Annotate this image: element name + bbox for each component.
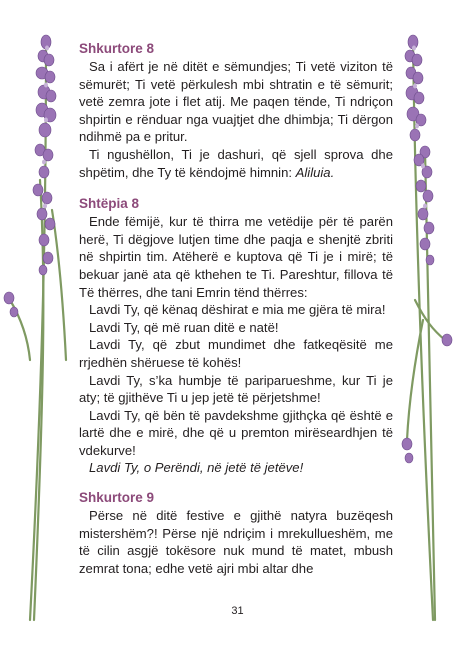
italic-refrain: Aliluia.	[295, 164, 335, 180]
paragraph-with-italic-ending	[79, 146, 393, 181]
section-heading-shkurtore-8: Shkurtore 8	[79, 41, 155, 56]
italic-refrain: Lavdi Ty, o Perëndi, në jetë të jetëve!	[89, 460, 304, 476]
lavender-sprig-right-illustration	[385, 0, 475, 650]
paragraph: Ende fëmijë, kur të thirra me vetëdije për të parën herë, Ti dëgjove lutjen time dhe paqja e shenjtë zbriti në shpirtin tim. Atëherë e kuptova që Ti je i mirë; të bekuar janë ata që kthehen te Ti. Pareshtur, fillova të Të thërres, dhe tani Emrin tënd thërres:	[79, 214, 393, 300]
praise-line: Lavdi Ty, që kënaq dëshirat e mia me gjëra të mira!	[89, 302, 386, 318]
page-number: 31	[231, 605, 244, 617]
paragraph-text: Ti ngushëllon, Ti je dashuri, që sjell sprova dhe shpëtim, dhe Ty të këndojmë himnin:	[79, 146, 393, 180]
lavender-sprig-left-illustration	[0, 0, 90, 650]
paragraph: Përse në ditë festive e gjithë natyra buzëqesh mistershëm?! Përse një ndriçim i mrekullueshëm, me të cilin asgjë tokësore nuk mund të matet, mbush zemrat tona; edhe vetë ajri mbi altar dhe	[79, 508, 393, 576]
praise-line: Lavdi Ty, që zbut mundimet dhe fatkeqësitë me rrjedhën shëruese të kohës!	[79, 337, 393, 370]
text-column	[79, 40, 393, 577]
paragraph: Sa i afërt je në ditët e sëmundjes; Ti vetë viziton të sëmurët; Ti vetë përkulesh mbi shtratin e të sëmurit; vetë zemra jote i flet atij. Me paqen tënde, Ti ndriçon shpirtin e rënduar nga vuajtjet dhe dhimbja; Ti dërgon ndihmë pa e pritur.	[79, 59, 393, 145]
praise-line: Lavdi Ty, s’ka humbje të pariparueshme, kur Ti je aty; të gjithëve Ti u jep jetë të përjetshme!	[79, 372, 393, 406]
section-heading-shkurtore-9: Shkurtore 9	[79, 490, 155, 506]
praise-line: Lavdi Ty, që më ruan ditë e natë!	[89, 319, 279, 335]
section-heading-shtepia-8: Shtëpia 8	[79, 196, 140, 212]
praise-line: Lavdi Ty, që bën të pavdekshme gjithçka që është e lartë dhe e mirë, dhe që u premton mirëseardhjen të vdekurve!	[79, 407, 393, 458]
italic-praise-line	[79, 459, 393, 477]
